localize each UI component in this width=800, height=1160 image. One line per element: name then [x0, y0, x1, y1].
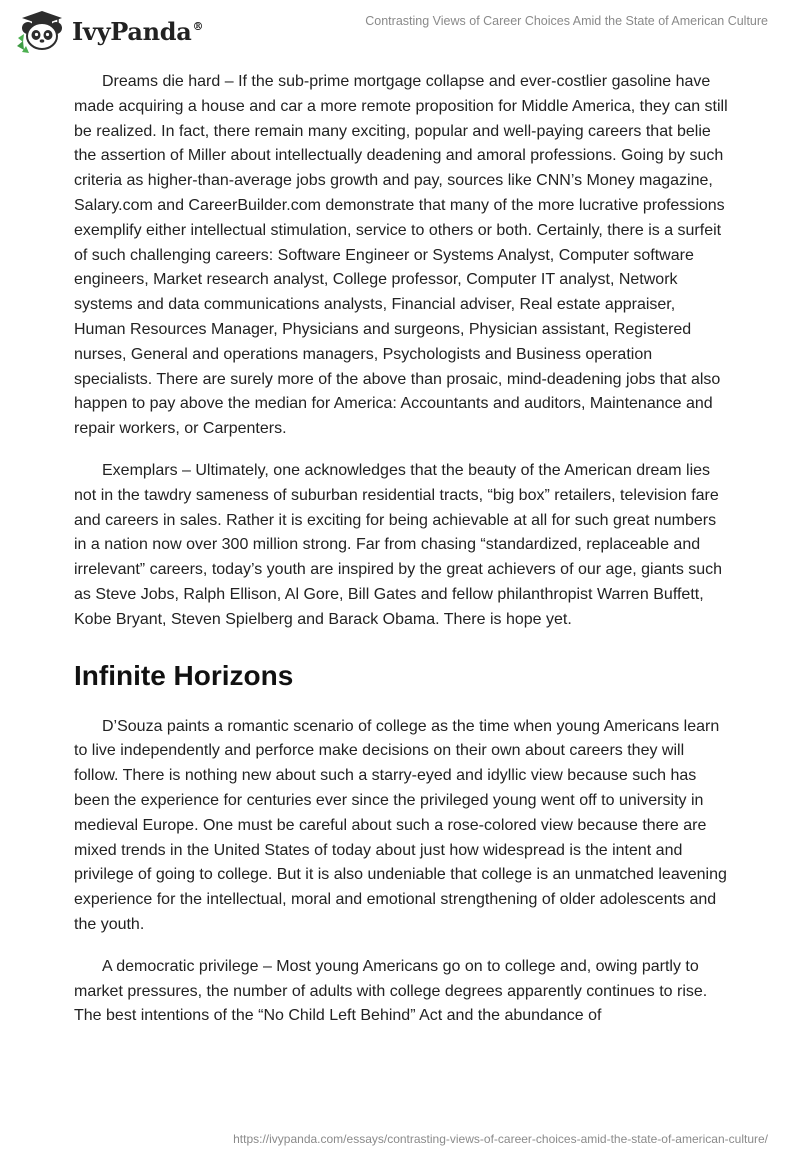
paragraph-exemplars: Exemplars – Ultimately, one acknowledges that the beauty of the American dream lies not in the tawdry sameness of suburban residential tracts, “big box” retailers, television fare and careers in sales. Rather it is exciting for being achievable at all for such great numbers in a nation now over 300 million strong. Far from chasing “standardized, replaceable and irrelevant” careers, today’s youth are inspired by the great achievers of our age, giants such as Steve Jobs, Ralph Ellison, Al Gore, Bill Gates and fellow philanthropist Warren Buffett, Kobe Bryant, Steven Spielberg and Barack Obama. There is hope yet.: [74, 461, 723, 628]
document-title: Contrasting Views of Career Choices Amid the State of American Culture: [365, 14, 768, 28]
section-heading: Infinite Horizons: [74, 659, 294, 691]
paragraph-dreams-die-hard: Dreams die hard – If the sub-prime mortgage collapse and ever-costlier gasoline have made acquiring a house and car a more remote proposition for Middle America, they can still be realized. In fact, there remain many exciting, popular and well-paying careers that belie the assertion of Miller about intellectually deadening and amoral professions. Going by such criteria as higher-than-average jobs growth and pay, sources like CNN’s Money magazine, Salary.com and CareerBuilder.com demonstrate that many of the more lucrative professions exemplify either intellectual stimulation, service to others or both. Certainly, there is a surfeit of such challenging careers: Software Engineer or Systems Analyst, Computer software engineers, Market research analyst, College professor, Computer IT analyst, Network systems and data communications analysts, Financial adviser, Real estate appraiser, Human Resources Manager, Physicians and surgeons, Physician assistant, Registered nurses, General and operations managers, Psychologists and Business operation specialists. There are surely more of the above than prosaic, mind-deadening jobs that also happen to pay above the median for America: Accountants and auditors, Maintenance and repair workers, or Carpenters.: [74, 73, 728, 438]
source-url[interactable]: https://ivypanda.com/essays/contrasting-views-of-career-choices-amid-the-state-of-american-culture/: [233, 1132, 768, 1146]
ivypanda-logo[interactable]: [14, 8, 203, 54]
paragraph-democratic-privilege: A democratic privilege – Most young Americans go on to college and, owing partly to market pressures, the number of adults with college degrees apparently continues to rise. The best intentions of the “No Child Left Behind” Act and the abundance of: [74, 957, 708, 1025]
brand-name: IvyPanda®: [72, 16, 204, 46]
paragraph-dsouza: D’Souza paints a romantic scenario of college as the time when young Americans learn to live independently and perforce make decisions on their own about careers they will follow. There is nothing new about such a starry-eyed and idyllic view because such has been the experience for centuries ever since the privileged young went off to university in medieval Europe. One must be careful about such a rose-colored view because there are mixed trends in the United States of today about just how widespread is the intent and privilege of going to college. But it is also undeniable that college is an unmatched leavening experience for the intellectual, moral and emotional strengthening of older adolescents and the youth.: [74, 717, 727, 933]
page-header: [0, 0, 800, 60]
essay-content: [74, 70, 730, 1046]
panda-graduate-icon: [14, 8, 68, 54]
